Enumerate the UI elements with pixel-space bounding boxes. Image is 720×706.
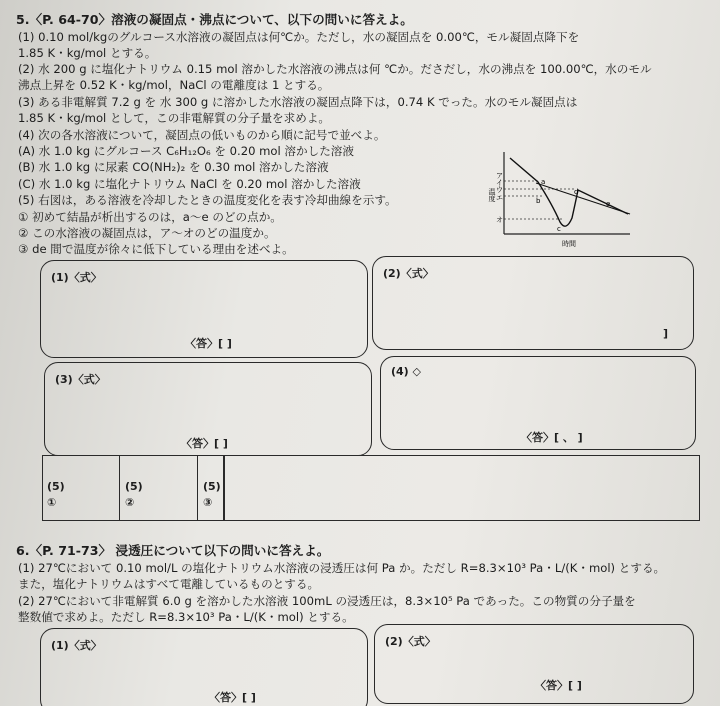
answer-bracket: 〈答〉[ ] [209,691,256,704]
answer-bracket: 〈答〉[ ] [185,337,232,350]
q6-line: (2) 27℃において非電解質 6.0 g を溶かした水溶液 100mL の浸透圧は，8.3×10⁵ Pa であった。この物質の分子量を [18,594,636,608]
y-axis-label: 温度 [488,188,496,202]
point-d: d [574,188,579,196]
cell-label-top: (5) [47,480,65,493]
q5-line: ② この水溶液の凝固点は，ア～オのどの温度か。 [18,226,276,240]
q5-line: (5) 右図は，ある溶液を冷却したときの温度変化を表す冷却曲線を示す。 [18,193,397,207]
q6-title: 6.〈P. 71-73〉 浸透圧について以下の問いに答えよ。 [16,543,330,558]
q6-line: (1) 27℃において 0.10 mol/L の塩化ナトリウム水溶液の浸透圧は何 Pa か。ただし R=8.3×10³ Pa・L/(K・mol) とする。 [18,561,666,575]
x-axis-label: 時間 [562,240,576,248]
cell-label-top: (5) [125,480,143,493]
q5-line: 1.85 K・kg/mol として，この非電解質の分子量を求めよ。 [18,111,331,125]
q5-5-3-cell[interactable] [199,456,699,520]
q5-5-answer-strip [42,455,700,521]
point-c: c [557,225,561,233]
answer-bracket: 〈答〉[ ] [535,679,582,692]
cell-label-bottom: ③ [203,496,213,509]
q5-line: (B) 水 1.0 kg に尿素 CO(NH₂)₂ を 0.30 mol 溶かした溶液 [18,160,329,174]
q6-answer-box-1[interactable] [40,628,368,706]
q5-answer-box-4[interactable] [380,356,696,450]
temp-mark-i: イ [496,179,503,187]
q5-line: (A) 水 1.0 kg にグルコース C₆H₁₂O₆ を 0.20 mol 溶かした溶液 [18,144,354,158]
cell-label-bottom: ② [125,496,135,509]
cooling-curve [510,158,628,226]
q5-line: (1) 0.10 mol/kgのグルコース水溶液の凝固点は何℃か。ただし，水の凝固点を 0.00℃，モル凝固点降下を [18,30,580,44]
box-label: (2)〈式〉 [383,267,434,280]
point-a: a [541,178,546,186]
answer-bracket: ] [663,327,669,340]
cell-label-top: (5) [203,480,221,493]
cell-divider [223,456,225,520]
q6-line: また，塩化ナトリウムはすべて電離しているものとする。 [18,577,320,591]
answer-bracket: 〈答〉[ ] [181,437,228,450]
q5-answer-box-2[interactable] [372,256,694,350]
q5-line: 沸点上昇を 0.52 K・kg/mol，NaCl の電離度は 1 とする。 [18,78,330,92]
temp-mark-u: ウ [496,186,503,194]
cooling-curve-diagram [478,148,638,252]
q5-line: ① 初めて結晶が析出するのは，a～e のどの点か。 [18,210,282,224]
q5-line: (2) 水 200 g に塩化ナトリウム 0.15 mol 溶かした水溶液の沸点は何 ℃か。ださだし，水の沸点を 100.00℃，水のモル [18,62,652,76]
temp-mark-o: オ [496,216,503,224]
q5-5-1-cell[interactable] [43,456,120,520]
q5-answer-box-1[interactable] [40,260,368,358]
box-label: (4) ◇ [391,365,421,378]
cell-label-bottom: ① [47,496,57,509]
q5-line: (3) ある非電解質 7.2 g を 水 300 g に溶かした水溶液の凝固点降下は，0.74 K でった。水のモル凝固点は [18,95,578,109]
temp-mark-e: エ [496,194,503,202]
q5-line: ③ de 間で温度が徐々に低下している理由を述べよ。 [18,242,294,256]
q5-line: (4) 次の各水溶液について，凝固点の低いものから順に記号で並べよ。 [18,128,386,142]
q5-answer-box-3[interactable] [44,362,372,456]
box-label: (3)〈式〉 [55,373,106,386]
point-b: b [536,197,541,205]
q5-line: 1.85 K・kg/mol とする。 [18,46,157,60]
q6-answer-box-2[interactable] [374,624,694,704]
box-label: (1)〈式〉 [51,639,102,652]
q5-5-2-cell[interactable] [121,456,198,520]
answer-bracket: 〈答〉[ 、 ] [521,431,583,444]
point-e: e [606,200,611,208]
q5-title: 5.〈P. 64-70〉溶液の凝固点・沸点について、以下の問いに答えよ。 [16,12,413,27]
q6-line: 整数値で求めよ。ただし R=8.3×10³ Pa・L/(K・mol) とする。 [18,610,354,624]
box-label: (1)〈式〉 [51,271,102,284]
box-label: (2)〈式〉 [385,635,436,648]
q5-line: (C) 水 1.0 kg に塩化ナトリウム NaCl を 0.20 mol 溶かした溶液 [18,177,361,191]
temp-mark-a: ア [496,172,503,180]
extrapolation-line [536,183,630,214]
